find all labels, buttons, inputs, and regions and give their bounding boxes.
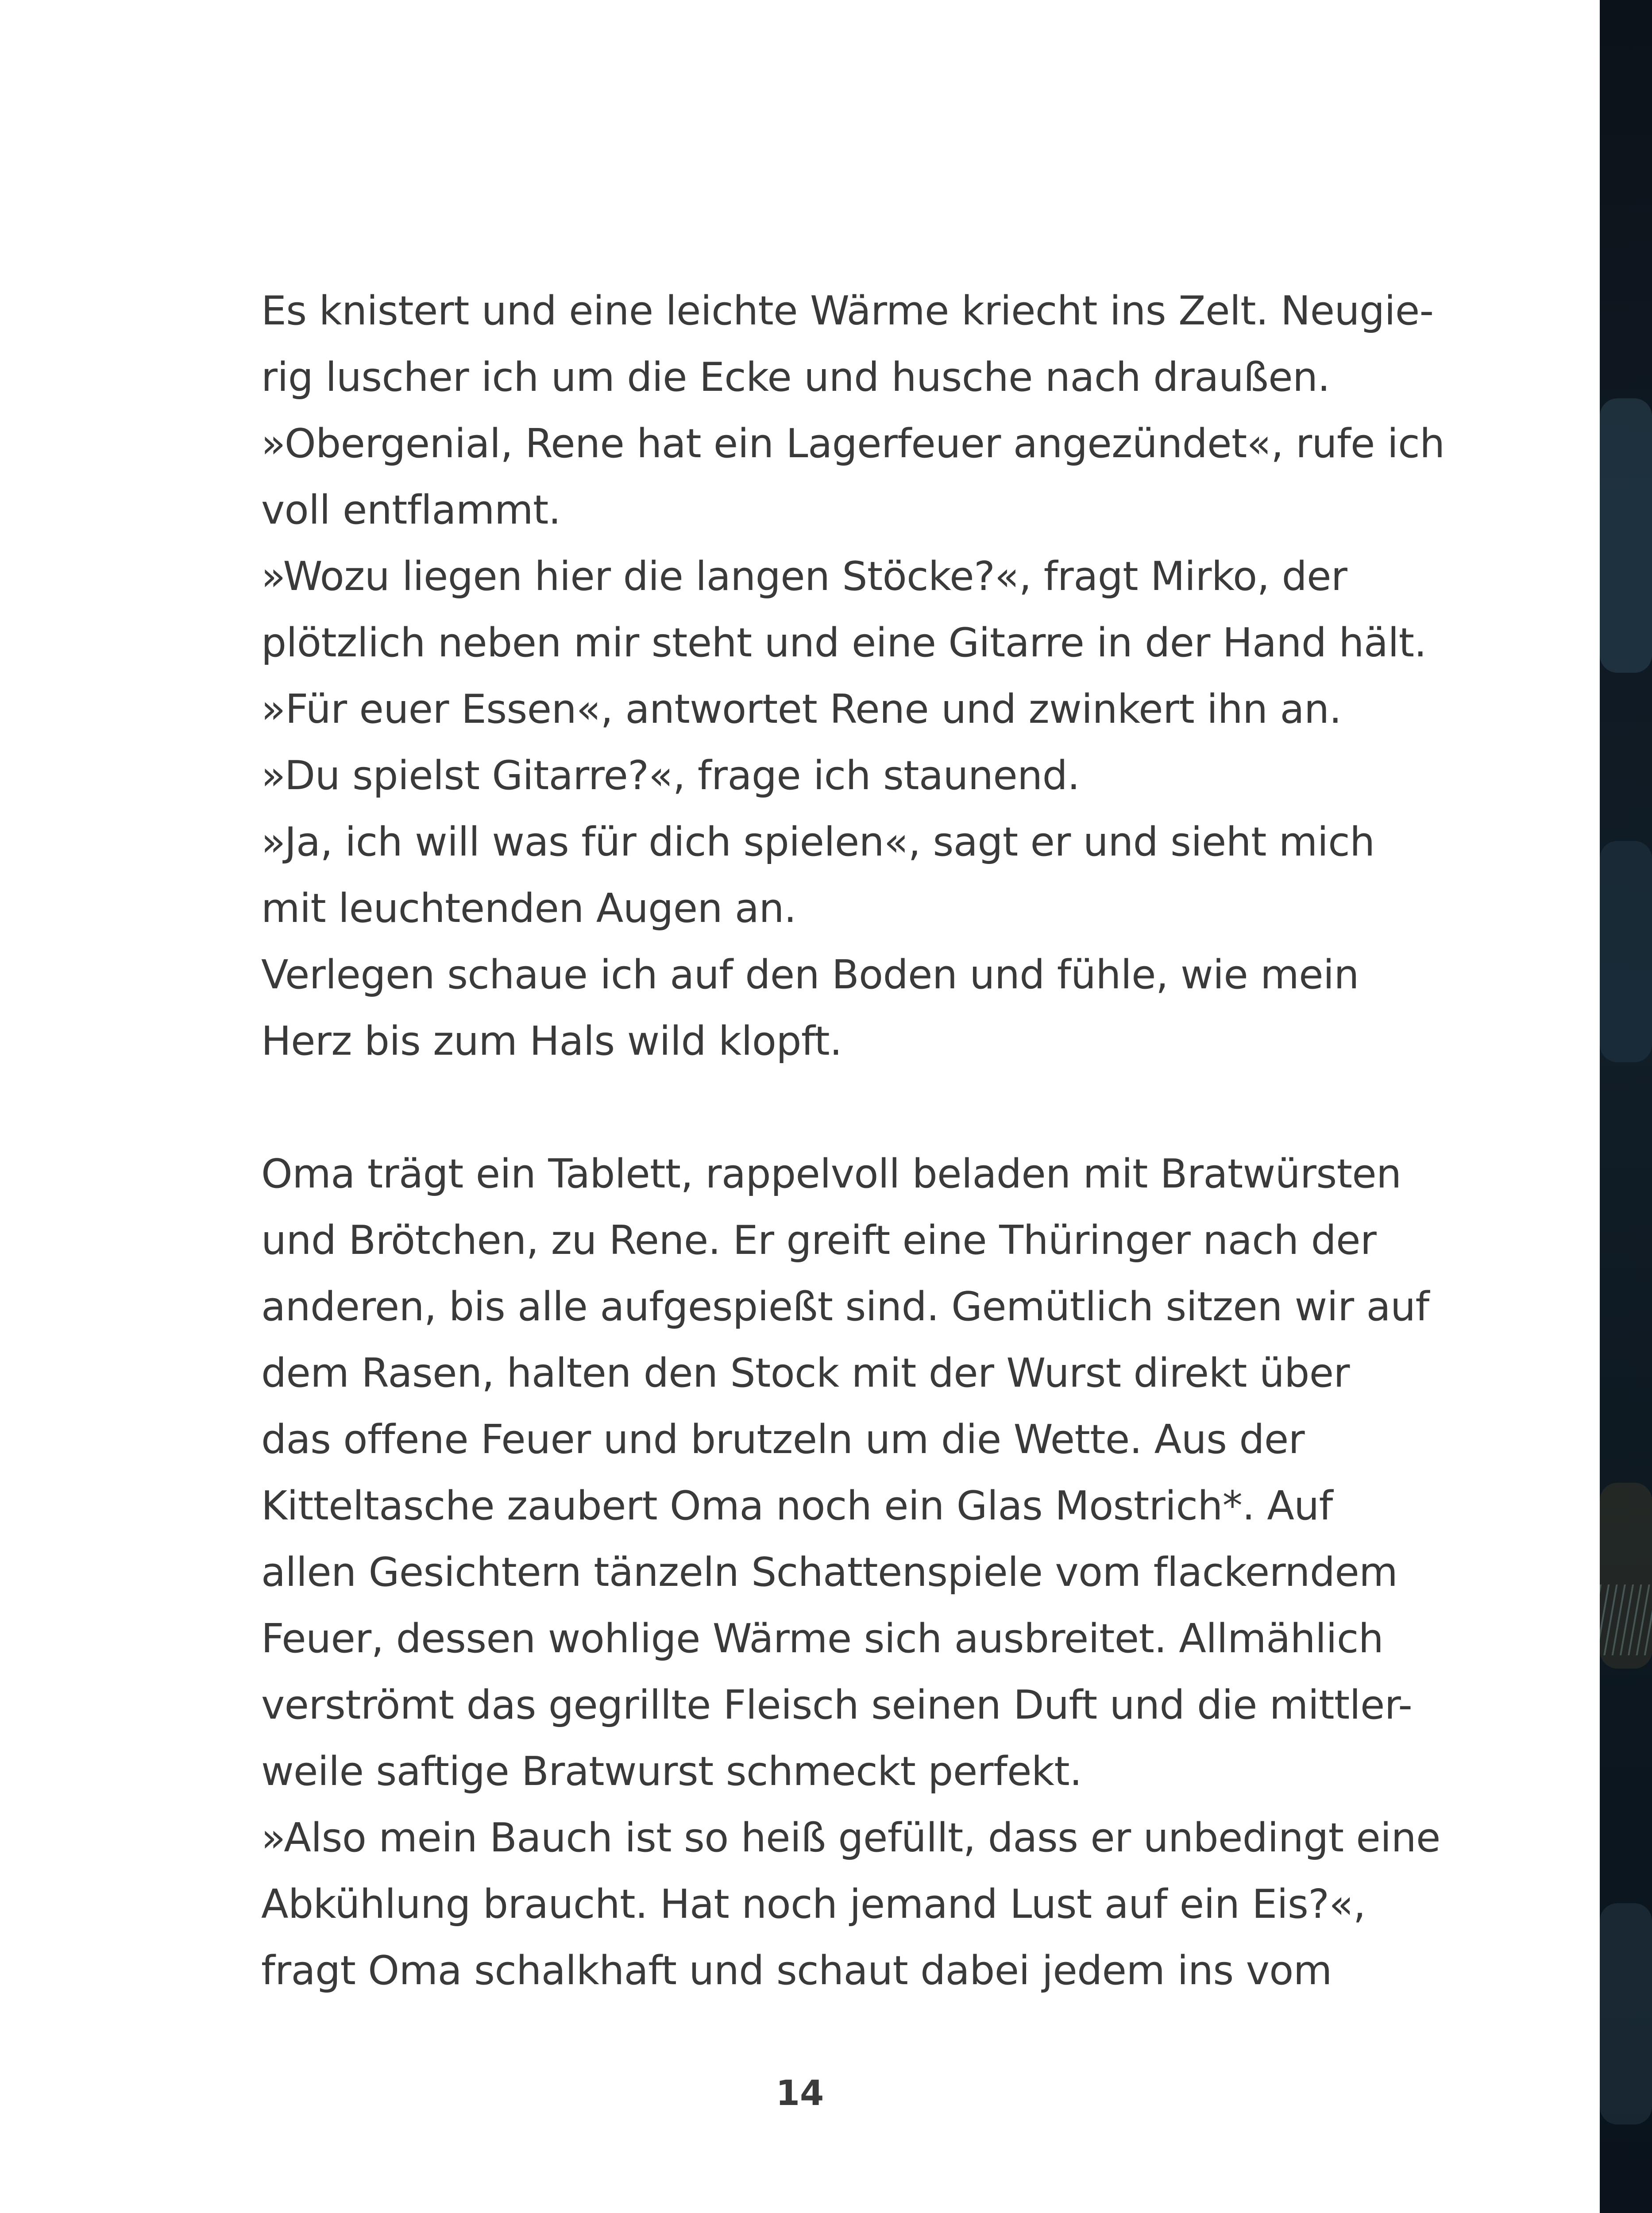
text-line: Feuer, dessen wohlige Wärme sich ausbreitet. Allmählich: [261, 1615, 1384, 1662]
text-line: »Obergenial, Rene hat ein Lagerfeuer angezündet«, rufe ich: [261, 420, 1445, 467]
text-line: »Wozu liegen hier die langen Stöcke?«, fragt Mirko, der: [261, 553, 1347, 600]
adjacent-illustration-edge: [1600, 0, 1652, 2213]
text-line: »Du spielst Gitarre?«, frage ich staunend.: [261, 752, 1080, 799]
text-line: voll entflammt.: [261, 487, 561, 533]
text-line: plötzlich neben mir steht und eine Gitarre in der Hand hält.: [261, 620, 1427, 666]
text-line: Kitteltasche zaubert Oma noch ein Glas Mostrich*. Auf: [261, 1483, 1333, 1529]
grass-silhouette: [1600, 1585, 1652, 1655]
text-line: verströmt das gegrillte Fleisch seinen Duft und die mittler-: [261, 1682, 1413, 1728]
text-line: Herz bis zum Hals wild klopft.: [261, 1018, 842, 1064]
text-line: fragt Oma schalkhaft und schaut dabei jedem ins vom: [261, 1947, 1332, 1994]
body-text: [261, 278, 1456, 2004]
paragraph-gap: [261, 1075, 1456, 1141]
paragraph-2: [261, 1141, 1456, 2004]
night-sky-glow: [1600, 1903, 1652, 2124]
text-line: weile saftige Bratwurst schmeckt perfekt.: [261, 1748, 1082, 1795]
night-sky-glow: [1600, 841, 1652, 1062]
text-line: Abkühlung braucht. Hat noch jemand Lust auf ein Eis?«,: [261, 1881, 1366, 1928]
text-line: anderen, bis alle aufgespießt sind. Gemütlich sitzen wir auf: [261, 1284, 1429, 1330]
text-line: mit leuchtenden Augen an.: [261, 885, 796, 932]
night-sky-glow: [1600, 398, 1652, 673]
text-line: »Für euer Essen«, antwortet Rene und zwinkert ihn an.: [261, 686, 1342, 733]
text-line: Es knistert und eine leichte Wärme kriecht ins Zelt. Neugie-: [261, 288, 1434, 334]
text-line: allen Gesichtern tänzeln Schattenspiele vom flackerndem: [261, 1549, 1398, 1596]
text-line: das offene Feuer und brutzeln um die Wette. Aus der: [261, 1416, 1305, 1463]
text-line: und Brötchen, zu Rene. Er greift eine Thüringer nach der: [261, 1217, 1377, 1264]
text-line: Oma trägt ein Tablett, rappelvoll beladen mit Bratwürsten: [261, 1151, 1401, 1197]
paragraph-1: [261, 278, 1456, 1075]
text-line: dem Rasen, halten den Stock mit der Wurst direkt über: [261, 1350, 1350, 1396]
page-number: 14: [776, 2074, 824, 2113]
text-line: »Ja, ich will was für dich spielen«, sagt er und sieht mich: [261, 819, 1375, 865]
text-line: rig luscher ich um die Ecke und husche nach draußen.: [261, 354, 1330, 401]
text-line: Verlegen schaue ich auf den Boden und fühle, wie mein: [261, 952, 1359, 998]
text-line: »Also mein Bauch ist so heiß gefüllt, dass er unbedingt eine: [261, 1815, 1440, 1861]
